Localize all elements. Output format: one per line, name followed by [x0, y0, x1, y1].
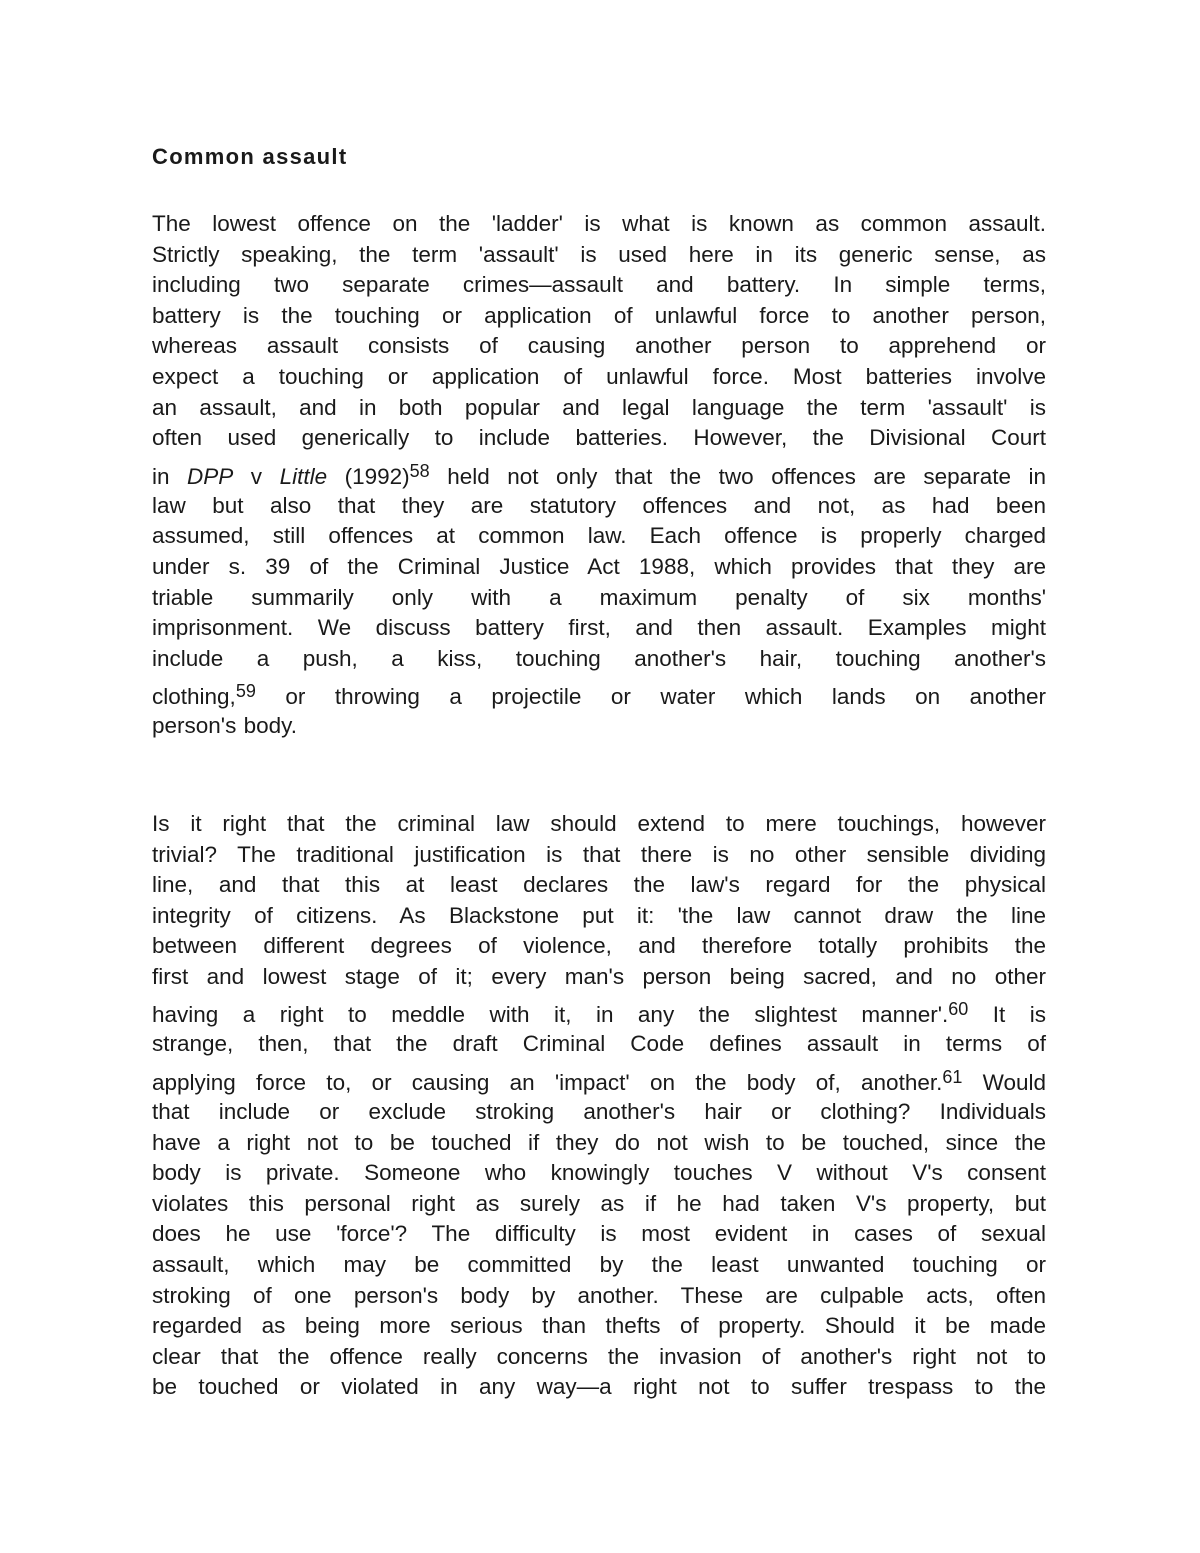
text-line: triable summarily only with a maximum penalty of six months'	[152, 584, 1046, 610]
text-line: imprisonment. We discuss battery first, and then assault. Examples might	[152, 615, 1046, 641]
text-line: trivial? The traditional justification is that there is no other sensible dividing	[152, 841, 1046, 867]
text-line: assumed, still offences at common law. Each offence is properly charged	[152, 523, 1046, 549]
text-line: between different degrees of violence, and therefore totally prohibits the	[152, 933, 1046, 959]
text-line: under s. 39 of the Criminal Justice Act 1988, which provides that they are	[152, 553, 1046, 579]
text-fragment: applying force to, or causing an 'impact' on the body of, another.	[152, 1070, 943, 1096]
text-line: regarded as being more serious than thefts of property. Should it be made	[152, 1313, 1046, 1339]
text-line: often used generically to include batteries. However, the Divisional Court	[152, 425, 1046, 451]
text-line-with-footnote	[152, 674, 1046, 711]
paragraph-mere-touchings	[152, 809, 1046, 1403]
case-name-little: Little	[279, 463, 328, 489]
case-name-dpp: DPP	[187, 463, 234, 489]
text-line: battery is the touching or application of unlawful force to another person,	[152, 302, 1046, 328]
text-fragment: clothing,	[152, 684, 236, 710]
text-line: expect a touching or application of unlawful force. Most batteries involve	[152, 363, 1046, 389]
text-line: that include or exclude stroking another's hair or clothing? Individuals	[152, 1099, 1046, 1125]
footnote-ref-60: 60	[948, 999, 969, 1020]
text-line: have a right not to be touched if they do not wish to be touched, since the	[152, 1129, 1046, 1155]
text-line: Is it right that the criminal law should extend to mere touchings, however	[152, 810, 1046, 836]
paragraph-common-assault-intro	[152, 209, 1046, 742]
text-fragment: having a right to meddle with it, in any the slightest manner'.	[152, 1002, 949, 1028]
text-line: person's body.	[152, 713, 297, 739]
text-line: be touched or violated in any way—a right not to suffer trespass to the	[152, 1374, 1046, 1400]
text-line-with-footnote	[152, 1060, 1046, 1097]
footnote-ref-58: 58	[409, 460, 430, 481]
text-fragment: Would	[962, 1070, 1046, 1096]
text-line: whereas assault consists of causing another person to apprehend or	[152, 333, 1046, 359]
text-line: Strictly speaking, the term 'assault' is used here in its generic sense, as	[152, 241, 1046, 267]
section-heading: Common assault	[152, 144, 348, 169]
footnote-ref-59: 59	[235, 681, 256, 702]
text-line: stroking of one person's body by another. These are culpable acts, often	[152, 1282, 1046, 1308]
text-line: clear that the offence really concerns the invasion of another's right not to	[152, 1343, 1046, 1369]
text-fragment: in	[152, 463, 188, 489]
text-line-with-footnote	[152, 454, 1046, 491]
text-line: The lowest offence on the 'ladder' is what is known as common assault.	[152, 211, 1046, 236]
text-line: including two separate crimes—assault and battery. In simple terms,	[152, 272, 1046, 298]
text-line-with-footnote	[152, 992, 1046, 1029]
case-year: (1992)	[327, 463, 410, 489]
document-page	[152, 140, 1046, 1403]
text-fragment: or throwing a projectile or water which lands on another	[255, 684, 1046, 710]
text-line: first and lowest stage of it; every man's person being sacred, and no other	[152, 963, 1046, 989]
text-fragment: held not only that the two offences are separate in	[429, 463, 1046, 489]
text-line: integrity of citizens. As Blackstone put it: 'the law cannot draw the line	[152, 902, 1046, 928]
text-fragment: It is	[968, 1002, 1046, 1028]
text-line: an assault, and in both popular and legal language the term 'assault' is	[152, 394, 1046, 420]
footnote-ref-61: 61	[942, 1067, 963, 1088]
text-line: assault, which may be committed by the least unwanted touching or	[152, 1252, 1046, 1278]
text-line: strange, then, that the draft Criminal Code defines assault in terms of	[152, 1031, 1046, 1057]
text-line: law but also that they are statutory offences and not, as had been	[152, 492, 1046, 518]
text-line: line, and that this at least declares the law's regard for the physical	[152, 872, 1046, 898]
text-fragment: v	[233, 463, 280, 489]
text-line: violates this personal right as surely as if he had taken V's property, but	[152, 1190, 1046, 1216]
text-line: include a push, a kiss, touching another's hair, touching another's	[152, 645, 1046, 671]
text-line: does he use 'force'? The difficulty is most evident in cases of sexual	[152, 1221, 1046, 1247]
text-line: body is private. Someone who knowingly touches V without V's consent	[152, 1160, 1046, 1186]
